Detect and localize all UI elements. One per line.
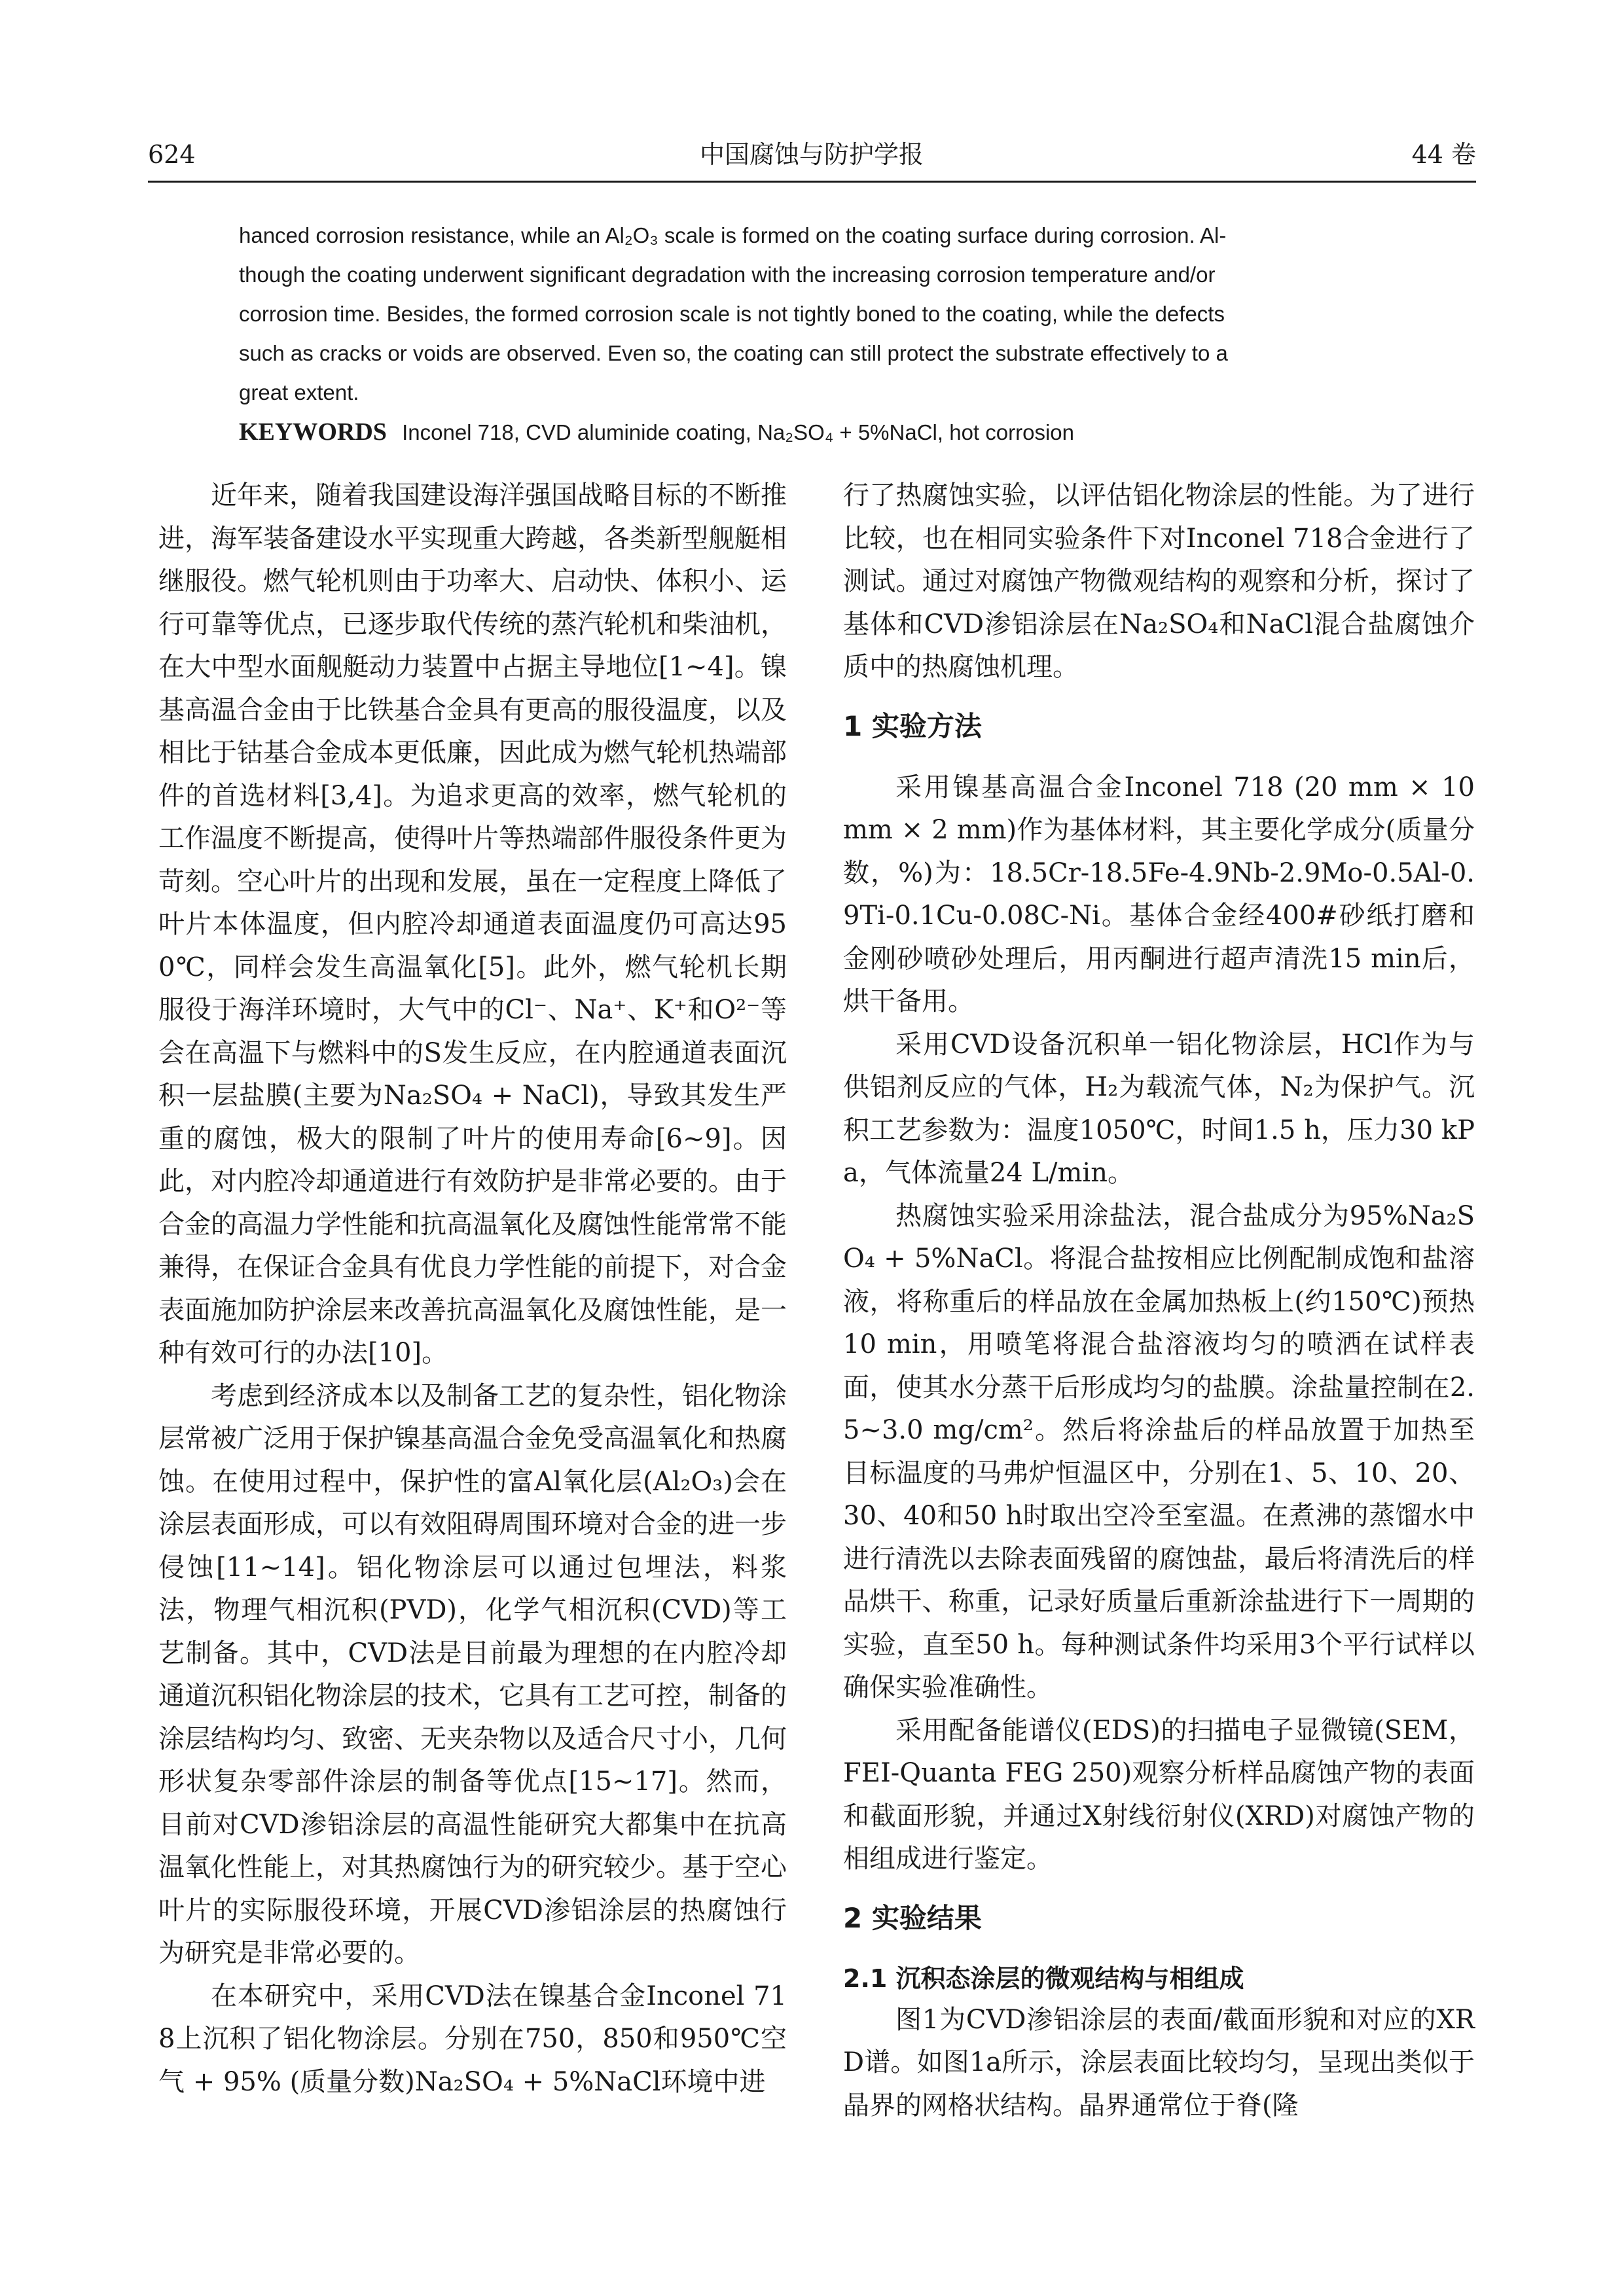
body-paragraph: 采用配备能谱仪(EDS)的扫描电子显微镜(SEM，FEI-Quanta FEG 250)观察分析样品腐蚀产物的表面和截面形貌，并通过X射线衍射仪(XRD)对腐蚀产物的相组成进行鉴定。 bbox=[843, 1715, 1475, 1874]
abstract-line: great extent. bbox=[239, 380, 359, 404]
body-paragraph: 图1为CVD渗铝涂层的表面/截面形貌和对应的XRD谱。如图1a所示，涂层表面比较均匀，呈现出类似于晶界的网格状结构。晶界通常位于脊(隆 bbox=[843, 2004, 1475, 2121]
abstract-line: hanced corrosion resistance, while an Al₂O₃ scale is formed on the coating surface during corrosion. Al- bbox=[239, 223, 1227, 247]
abstract-line: corrosion time. Besides, the formed corrosion scale is not tightly boned to the coating, while the defects bbox=[239, 302, 1225, 326]
abstract-line: though the coating underwent significant degradation with the increasing corrosion temperature and/or bbox=[239, 262, 1216, 287]
body-paragraph: 考虑到经济成本以及制备工艺的复杂性，铝化物涂层常被广泛用于保护镍基高温合金免受高温氧化和热腐蚀。在使用过程中，保护性的富Al氧化层(Al₂O₃)会在涂层表面形成，可以有效阻碍周围环境对合金的进一步侵蚀[11~14]。铝化物涂层可以通过包埋法，料浆法，物理气相沉积(PVD)，化学气相沉积(CVD)等工艺制备。其中，CVD法是目前最为理想的在内腔冷却通道沉积铝化物涂层的技术，它具有工艺可控，制备的涂层结构均匀、致密、无夹杂物以及适合尺寸小，几何形状复杂零部件涂层的制备等优点[15~17]。然而，目前对CVD渗铝涂层的高温性能研究大都集中在抗高温氧化性能上，对其热腐蚀行为的研究较少。基于空心叶片的实际服役环境，开展CVD渗铝涂层的热腐蚀行为研究是非常必要的。 bbox=[158, 1380, 787, 1968]
header-rule bbox=[148, 181, 1476, 183]
body-paragraph: 在本研究中，采用CVD法在镍基合金Inconel 718上沉积了铝化物涂层。分别在750，850和950℃空气 + 95% (质量分数)Na₂SO₄ + 5%NaCl环境中进 bbox=[158, 1981, 787, 2097]
section-heading-methods: 1 实验方法 bbox=[843, 709, 982, 742]
body-paragraph: 近年来，随着我国建设海洋强国战略目标的不断推进，海军装备建设水平实现重大跨越，各类新型舰艇相继服役。燃气轮机则由于功率大、启动快、体积小、运行可靠等优点，已逐步取代传统的蒸汽轮机和柴油机，在大中型水面舰艇动力装置中占据主导地位[1~4]。镍基高温合金由于比铁基合金具有更高的服役温度，以及相比于钴基合金成本更低廉，因此成为燃气轮机热端部件的首选材料[3,4]。为追求更高的效率，燃气轮机的工作温度不断提高，使得叶片等热端部件服役条件更为苛刻。空心叶片的出现和发展，虽在一定程度上降低了叶片本体温度，但内腔冷却通道表面温度仍可高达950℃，同样会发生高温氧化[5]。此外，燃气轮机长期服役于海洋环境时，大气中的Cl⁻、Na⁺、K⁺和O²⁻等会在高温下与燃料中的S发生反应，在内腔通道表面沉积一层盐膜(主要为Na₂SO₄ + NaCl)，导致其发生严重的腐蚀，极大的限制了叶片的使用寿命[6~9]。因此，对内腔冷却通道进行有效防护是非常必要的。由于合金的高温力学性能和抗高温氧化及腐蚀性能常常不能兼得，在保证合金具有优良力学性能的前提下，对合金表面施加防护涂层来改善抗高温氧化及腐蚀性能，是一种有效可行的办法[10]。 bbox=[158, 480, 787, 1368]
journal-title: 中国腐蚀与防护学报 bbox=[699, 140, 924, 169]
section-heading-results: 2 实验结果 bbox=[843, 1901, 982, 1934]
body-paragraph: 行了热腐蚀实验，以评估铝化物涂层的性能。为了进行比较，也在相同实验条件下对Inconel 718合金进行了测试。通过对腐蚀产物微观结构的观察和分析，探讨了基体和CVD渗铝涂层在Na₂SO₄和NaCl混合盐腐蚀介质中的热腐蚀机理。 bbox=[843, 480, 1475, 682]
page-number: 624 bbox=[148, 140, 196, 169]
keywords-label: KEYWORDS bbox=[239, 418, 387, 446]
abstract-continuation bbox=[239, 216, 1388, 412]
right-column bbox=[843, 475, 1475, 2127]
body-paragraph: 采用镍基高温合金Inconel 718 (20 mm × 10 mm × 2 mm)作为基体材料，其主要化学成分(质量分数，%)为：18.5Cr-18.5Fe-4.9Nb-2.9Mo-0.5Al-0.9Ti-0.1Cu-0.08C-Ni。基体合金经400#砂纸打磨和金刚砂喷砂处理后，用丙酮进行超声清洗15 min后，烘干备用。 bbox=[843, 772, 1475, 1016]
subsection-heading: 2.1 沉积态涂层的微观结构与相组成 bbox=[843, 1964, 1244, 1993]
left-column bbox=[158, 475, 787, 2104]
keywords-text: Inconel 718, CVD aluminide coating, Na₂SO₄ + 5%NaCl, hot corrosion bbox=[402, 420, 1074, 444]
body-paragraph: 采用CVD设备沉积单一铝化物涂层，HCl作为与供铝剂反应的气体，H₂为载流气体，N₂为保护气。沉积工艺参数为：温度1050℃，时间1.5 h，压力30 kPa，气体流量24 L/min。 bbox=[843, 1029, 1475, 1188]
abstract-line: such as cracks or voids are observed. Even so, the coating can still protect the substrate effectively to a bbox=[239, 341, 1228, 365]
body-paragraph: 热腐蚀实验采用涂盐法，混合盐成分为95%Na₂SO₄ + 5%NaCl。将混合盐按相应比例配制成饱和盐溶液，将称重后的样品放在金属加热板上(约150℃)预热10 min，用喷笔将混合盐溶液均匀的喷洒在试样表面，使其水分蒸干后形成均匀的盐膜。涂盐量控制在2.5~3.0 mg/cm²。然后将涂盐后的样品放置于加热至目标温度的马弗炉恒温区中，分别在1、5、10、20、30、40和50 h时取出空冷至室温。在煮沸的蒸馏水中进行清洗以去除表面残留的腐蚀盐，最后将清洗后的样品烘干、称重，记录好质量后重新涂盐进行下一周期的实验，直至50 h。每种测试条件均采用3个平行试样以确保实验准确性。 bbox=[843, 1200, 1475, 1702]
volume-label: 44 卷 bbox=[1411, 140, 1476, 169]
keywords bbox=[239, 412, 1404, 452]
